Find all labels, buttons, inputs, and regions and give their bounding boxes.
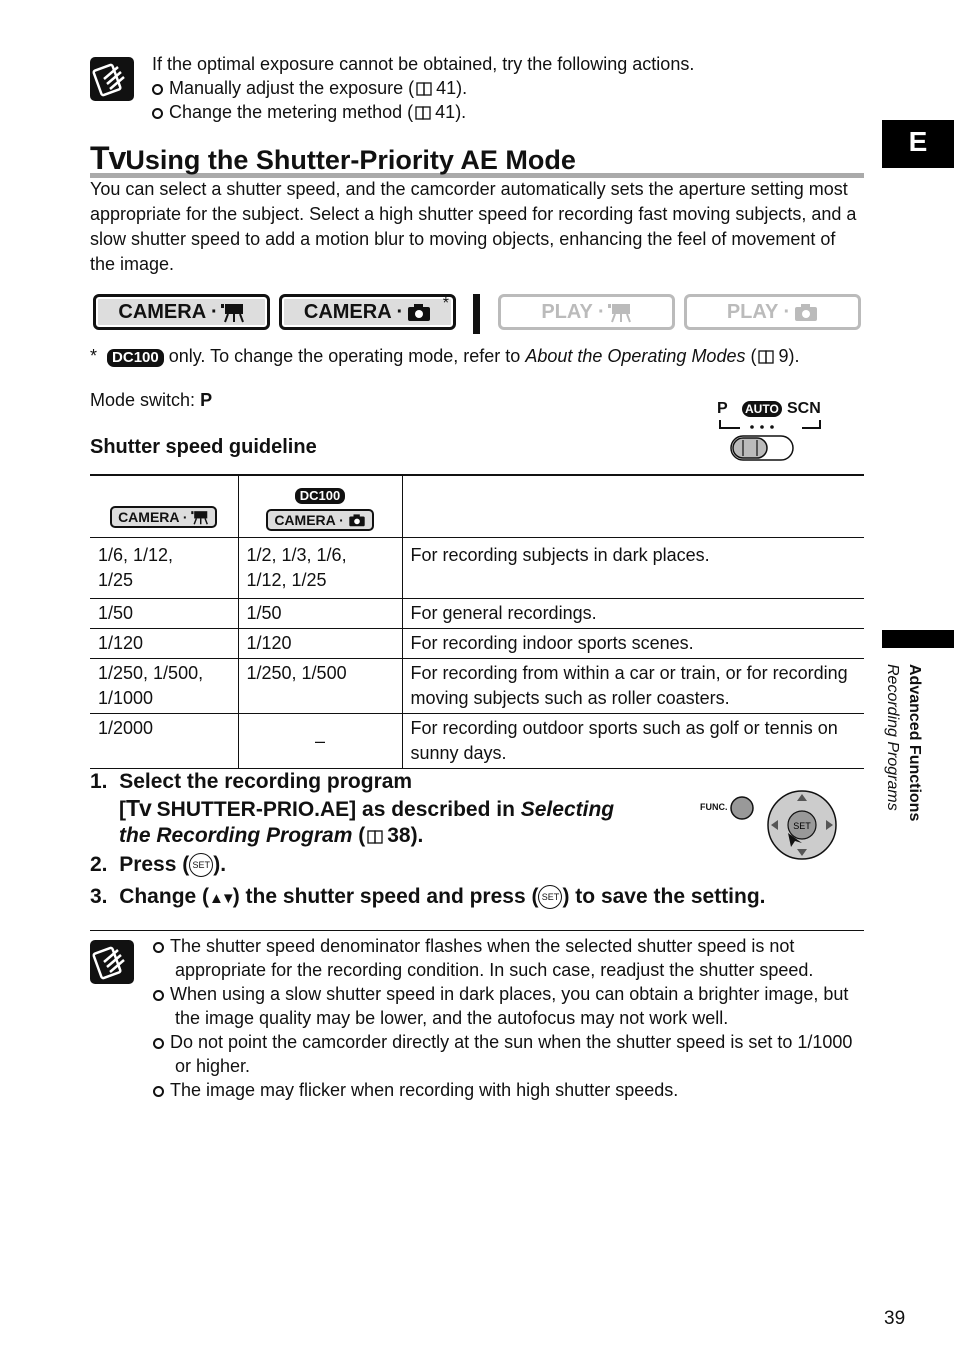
note-icon	[90, 940, 134, 984]
table-header-row	[90, 475, 864, 538]
mode-camera-still: CAMERA · *	[279, 294, 456, 330]
table-row: 1/6, 1/12, 1/25 1/2, 1/3, 1/6, 1/12, 1/25 For recording subjects in dark places.	[90, 538, 864, 599]
bullet-icon	[153, 1086, 164, 1097]
chapter-bar	[882, 630, 954, 648]
book-icon	[367, 830, 383, 844]
set-button-icon: SET	[189, 853, 213, 877]
language-tab	[882, 120, 954, 168]
language-tab-letter: E	[908, 126, 928, 157]
still-camera-icon	[407, 302, 431, 322]
mode-play-still: PLAY ·	[684, 294, 861, 330]
header-camera-movie: CAMERA ·	[90, 475, 238, 538]
func-joystick-diagram	[698, 788, 842, 864]
mode-switch-value: P	[200, 390, 213, 410]
page-title: TvUsing the Shutter-Priority AE Mode	[90, 140, 576, 176]
dc100-badge: DC100	[295, 488, 345, 504]
step-1: 1. Select the recording program [Tv SHUTTER-PRIO.AE] as described in Selecting the Recording Program ( 38).	[90, 770, 615, 847]
book-icon	[758, 350, 774, 364]
bullet-icon	[152, 108, 163, 119]
page-number: 39	[884, 1308, 906, 1329]
joystick-icon	[766, 788, 838, 862]
up-down-arrows-icon: ▲▼	[209, 890, 233, 907]
section-intro: You can select a shutter speed, and the camcorder automatically sets the aperture setting most appropriate for the subject. Select a high shutter speed for recording fast moving subjects, and a slow shutter speed to add a motion blur to moving objects, enhancing the feel of movement of the image.	[90, 179, 857, 274]
func-label: FUNC.	[700, 802, 728, 812]
bottom-notes	[153, 934, 863, 1102]
movie-camera-icon	[608, 301, 632, 323]
note-item: The shutter speed denominator flashes when the selected shutter speed is not appropriate for the recording condition. In such case, readjust the shutter speed.	[153, 934, 863, 982]
bullet-icon	[153, 1038, 164, 1049]
note-icon	[90, 57, 134, 101]
table-row: 1/250, 1/500, 1/1000 1/250, 1/500 For recording from within a car or train, or for recording moving subjects such as roller coasters.	[90, 659, 864, 714]
section-heading	[90, 140, 864, 178]
top-note-intro: If the optimal exposure cannot be obtained, try the following actions.	[152, 54, 695, 74]
slide-switch-icon	[716, 418, 826, 464]
movie-camera-icon	[191, 509, 209, 525]
mode-footnote: * DC100 only. To change the operating mode, refer to About the Operating Modes ( 9).	[90, 346, 800, 366]
table-row: 1/120 1/120 For recording indoor sports scenes.	[90, 629, 864, 659]
note-item: The image may flicker when recording with high shutter speeds.	[153, 1078, 863, 1102]
mode-divider	[473, 294, 480, 334]
tv-mode-symbol: Tv	[90, 140, 126, 176]
bullet-icon	[153, 942, 164, 953]
note-item: When using a slow shutter speed in dark places, you can obtain a brighter image, but the image quality may be lower, and the autofocus may not work well.	[153, 982, 863, 1030]
bullet-icon	[153, 990, 164, 1001]
guideline-heading: Shutter speed guideline	[90, 436, 317, 458]
dial-label-p: P	[717, 400, 728, 417]
header-camera-still: DC100 CAMERA ·	[238, 475, 402, 538]
asterisk: *	[442, 295, 449, 312]
step-3: 3. Change (▲▼) the shutter speed and press ( SET ) to save the setting.	[90, 885, 766, 908]
still-camera-icon	[348, 513, 366, 527]
func-button-icon	[728, 794, 756, 822]
notes-top-rule	[90, 930, 864, 931]
svg-text:SET: SET	[793, 821, 811, 831]
note-item: Do not point the camcorder directly at the sun when the shutter speed is set to 1/1000 or higher.	[153, 1030, 863, 1078]
still-camera-icon	[794, 302, 818, 322]
top-note-item: Change the metering method ( 41).	[152, 100, 852, 124]
set-button-icon: SET	[538, 885, 562, 909]
top-note	[152, 52, 852, 124]
top-note-item: Manually adjust the exposure ( 41).	[152, 76, 852, 100]
mode-play-movie: PLAY ·	[498, 294, 675, 330]
dc100-badge: DC100	[107, 349, 164, 367]
shutter-speed-table	[90, 474, 864, 769]
step-2: 2. Press ( SET ).	[90, 853, 227, 876]
mode-switch-line: Mode switch: P	[90, 390, 213, 410]
mode-camera-movie: CAMERA ·	[93, 294, 270, 330]
book-icon	[416, 82, 432, 96]
book-icon	[415, 106, 431, 120]
dial-label-auto: AUTO	[742, 401, 782, 417]
movie-camera-icon	[221, 301, 245, 323]
chapter-title: Advanced Functions	[906, 664, 923, 822]
tv-mode-symbol: Tv	[126, 795, 151, 821]
subchapter-title: Recording Programs	[884, 664, 901, 811]
table-row: 1/50 1/50 For general recordings.	[90, 599, 864, 629]
mode-switch-diagram	[716, 398, 826, 464]
dial-label-scn: SCN	[787, 400, 821, 417]
header-blank	[402, 475, 864, 538]
bullet-icon	[152, 84, 163, 95]
table-row: 1/2000 – For recording outdoor sports such as golf or tennis on sunny days.	[90, 714, 864, 769]
